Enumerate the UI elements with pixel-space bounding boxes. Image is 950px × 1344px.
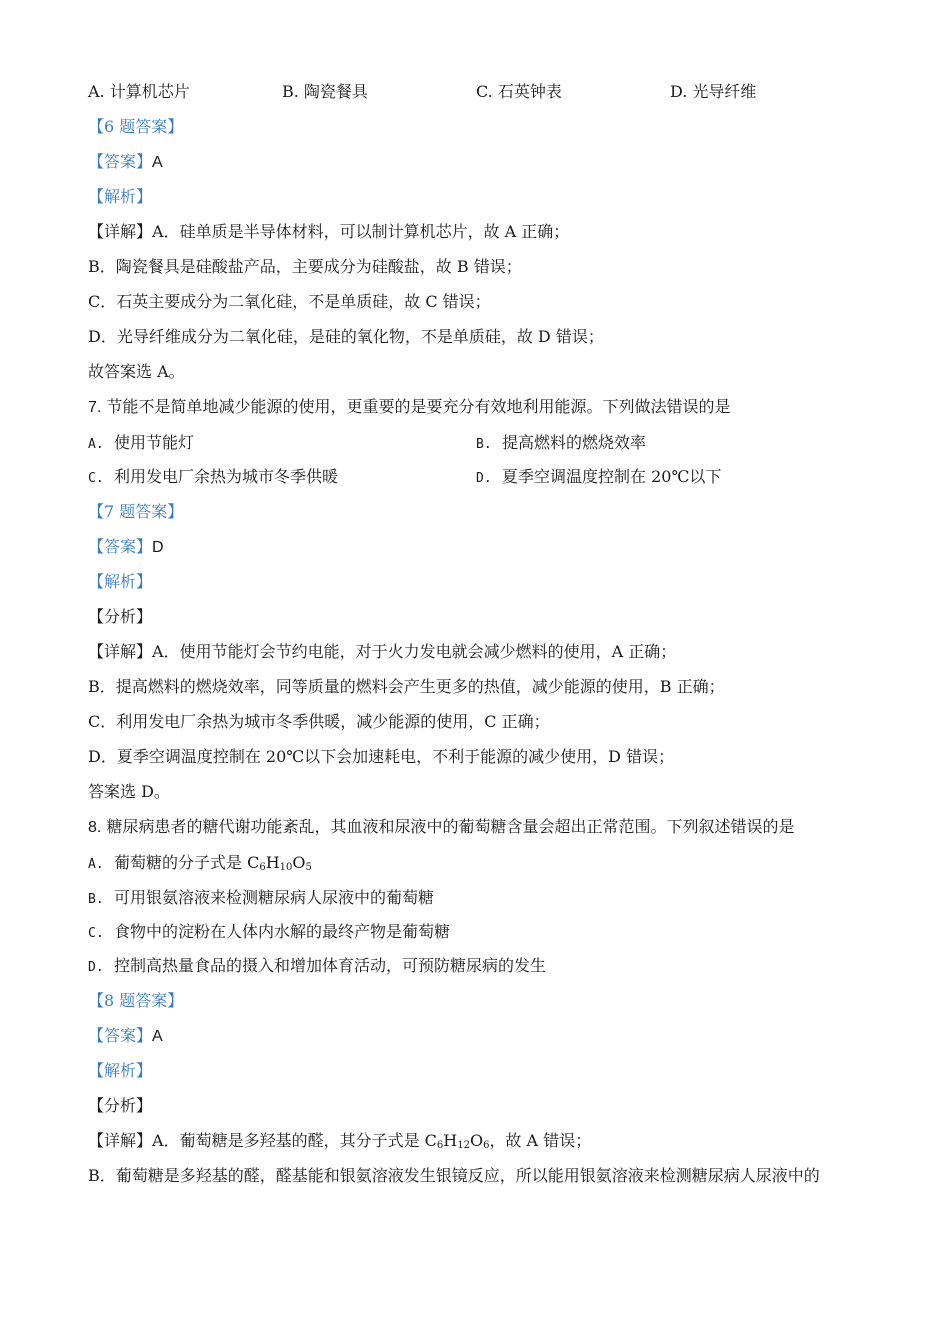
q6-detail-c: C．石英主要成分为二氧化硅，不是单质硅，故 C 错误；: [88, 292, 491, 311]
detail-tail: ，故 A 错误；: [489, 1131, 592, 1150]
q6-option-d: D. 光导纤维: [670, 82, 757, 101]
answer-label: 【答案】: [88, 152, 153, 171]
q8-option-b: [88, 888, 434, 910]
q6-conclusion: 故答案选 A。: [88, 362, 185, 381]
q7-detail-c: C．利用发电厂余热为城市冬季供暖，减少能源的使用，C 正确；: [88, 712, 550, 731]
q6-detail-a: [88, 222, 569, 242]
q7-option-d: [476, 467, 721, 489]
option-label: B.: [476, 437, 492, 452]
option-text: 提高燃料的燃烧效率: [502, 433, 647, 452]
element-symbol: H: [265, 853, 280, 872]
q8-option-c: [88, 922, 450, 944]
q8-answer-header: 【8 题答案】: [88, 991, 184, 1010]
detail-text: A．使用节能灯会节约电能，对于火力发电就会减少燃料的使用，A 正确；: [152, 642, 677, 661]
detail-label: 【详解】: [88, 642, 153, 661]
option-text: 可用银氨溶液来检测糖尿病人尿液中的葡萄糖: [114, 888, 435, 907]
option-text: 使用节能灯: [114, 433, 195, 452]
q7-option-b: [476, 433, 646, 455]
q8-detail-a: [88, 1131, 591, 1151]
option-text: 食物中的淀粉在人体内水解的最终产物是葡萄糖: [114, 922, 451, 941]
q6-answer-header: 【6 题答案】: [88, 117, 184, 136]
q6-analysis-label: 【解析】: [88, 187, 153, 206]
subscript: 6: [483, 1140, 490, 1151]
subscript: 5: [305, 862, 312, 873]
option-label: C.: [88, 926, 104, 941]
q7-stem: [88, 397, 730, 418]
q7-option-c: [88, 467, 338, 489]
q6-option-a: A. 计算机芯片: [88, 82, 190, 101]
option-label: D.: [88, 960, 104, 975]
q8-answer-line: [88, 1026, 163, 1047]
q6-detail-d: D．光导纤维成分为二氧化硅，是硅的氧化物，不是单质硅，故 D 错误；: [88, 327, 604, 346]
option-text: 葡萄糖的分子式是 C: [114, 853, 260, 872]
answer-value: A: [152, 1028, 163, 1045]
element-symbol: H: [443, 1131, 458, 1150]
q6-option-c: C. 石英钟表: [476, 82, 562, 101]
option-label: D.: [476, 471, 492, 486]
q8-stem: [88, 817, 794, 838]
q7-detail-d: D．夏季空调温度控制在 20℃以下会加速耗电，不利于能源的减少使用，D 错误；: [88, 747, 675, 766]
q6-detail-b: B．陶瓷餐具是硅酸盐产品，主要成分为硅酸盐，故 B 错误；: [88, 257, 522, 276]
q7-option-a: [88, 433, 194, 455]
q7-number: 7.: [88, 399, 102, 416]
q7-stem-text: 节能不是简单地减少能源的使用，更重要的是要充分有效地利用能源。下列做法错误的是: [106, 397, 731, 416]
subscript: 10: [279, 862, 293, 873]
detail-label: 【详解】: [88, 1131, 153, 1150]
option-label: C.: [88, 471, 104, 486]
q7-answer-header: 【7 题答案】: [88, 502, 184, 521]
option-text: 夏季空调温度控制在 20℃以下: [502, 467, 722, 486]
option-text: 利用发电厂余热为城市冬季供暖: [114, 467, 339, 486]
q8-detail-b: B．葡萄糖是多羟基的醛，醛基能和银氨溶液发生银镜反应，所以能用银氨溶液来检测糖尿病人尿液中的: [88, 1166, 820, 1185]
option-text: 控制高热量食品的摄入和增加体育活动，可预防糖尿病的发生: [114, 956, 547, 975]
q8-option-a: [88, 853, 312, 875]
q8-analysis-label: 【解析】: [88, 1061, 153, 1080]
answer-value: A: [152, 154, 163, 171]
detail-text: A．葡萄糖是多羟基的醛，其分子式是 C: [152, 1131, 437, 1150]
answer-label: 【答案】: [88, 1026, 153, 1045]
q8-fenxi-label: 【分析】: [88, 1096, 153, 1115]
element-symbol: O: [469, 1131, 484, 1150]
option-label: B.: [88, 892, 104, 907]
element-symbol: O: [292, 853, 306, 872]
option-label: A.: [88, 437, 104, 452]
q6-option-b: B. 陶瓷餐具: [282, 82, 368, 101]
q7-answer-line: [88, 537, 164, 558]
subscript: 12: [457, 1140, 470, 1151]
q7-fenxi-label: 【分析】: [88, 607, 153, 626]
answer-label: 【答案】: [88, 537, 153, 556]
q8-number: 8.: [88, 819, 102, 836]
option-label: A.: [88, 857, 104, 872]
q7-detail-a: [88, 642, 676, 662]
q7-conclusion: 答案选 D。: [88, 782, 170, 801]
detail-label: 【详解】: [88, 222, 153, 241]
subscript: 6: [436, 1140, 444, 1151]
detail-text: A．硅单质是半导体材料，可以制计算机芯片，故 A 正确；: [152, 222, 570, 241]
q8-option-d: [88, 956, 546, 978]
q7-analysis-label: 【解析】: [88, 572, 153, 591]
q7-detail-b: B．提高燃料的燃烧效率，同等质量的燃料会产生更多的热值，减少能源的使用，B 正确；: [88, 677, 725, 696]
q6-answer-line: [88, 152, 163, 173]
subscript: 6: [259, 862, 266, 873]
answer-value: D: [152, 539, 164, 556]
q8-stem-text: 糖尿病患者的糖代谢功能紊乱，其血液和尿液中的葡萄糖含量会超出正常范围。下列叙述错误的是: [106, 817, 795, 836]
